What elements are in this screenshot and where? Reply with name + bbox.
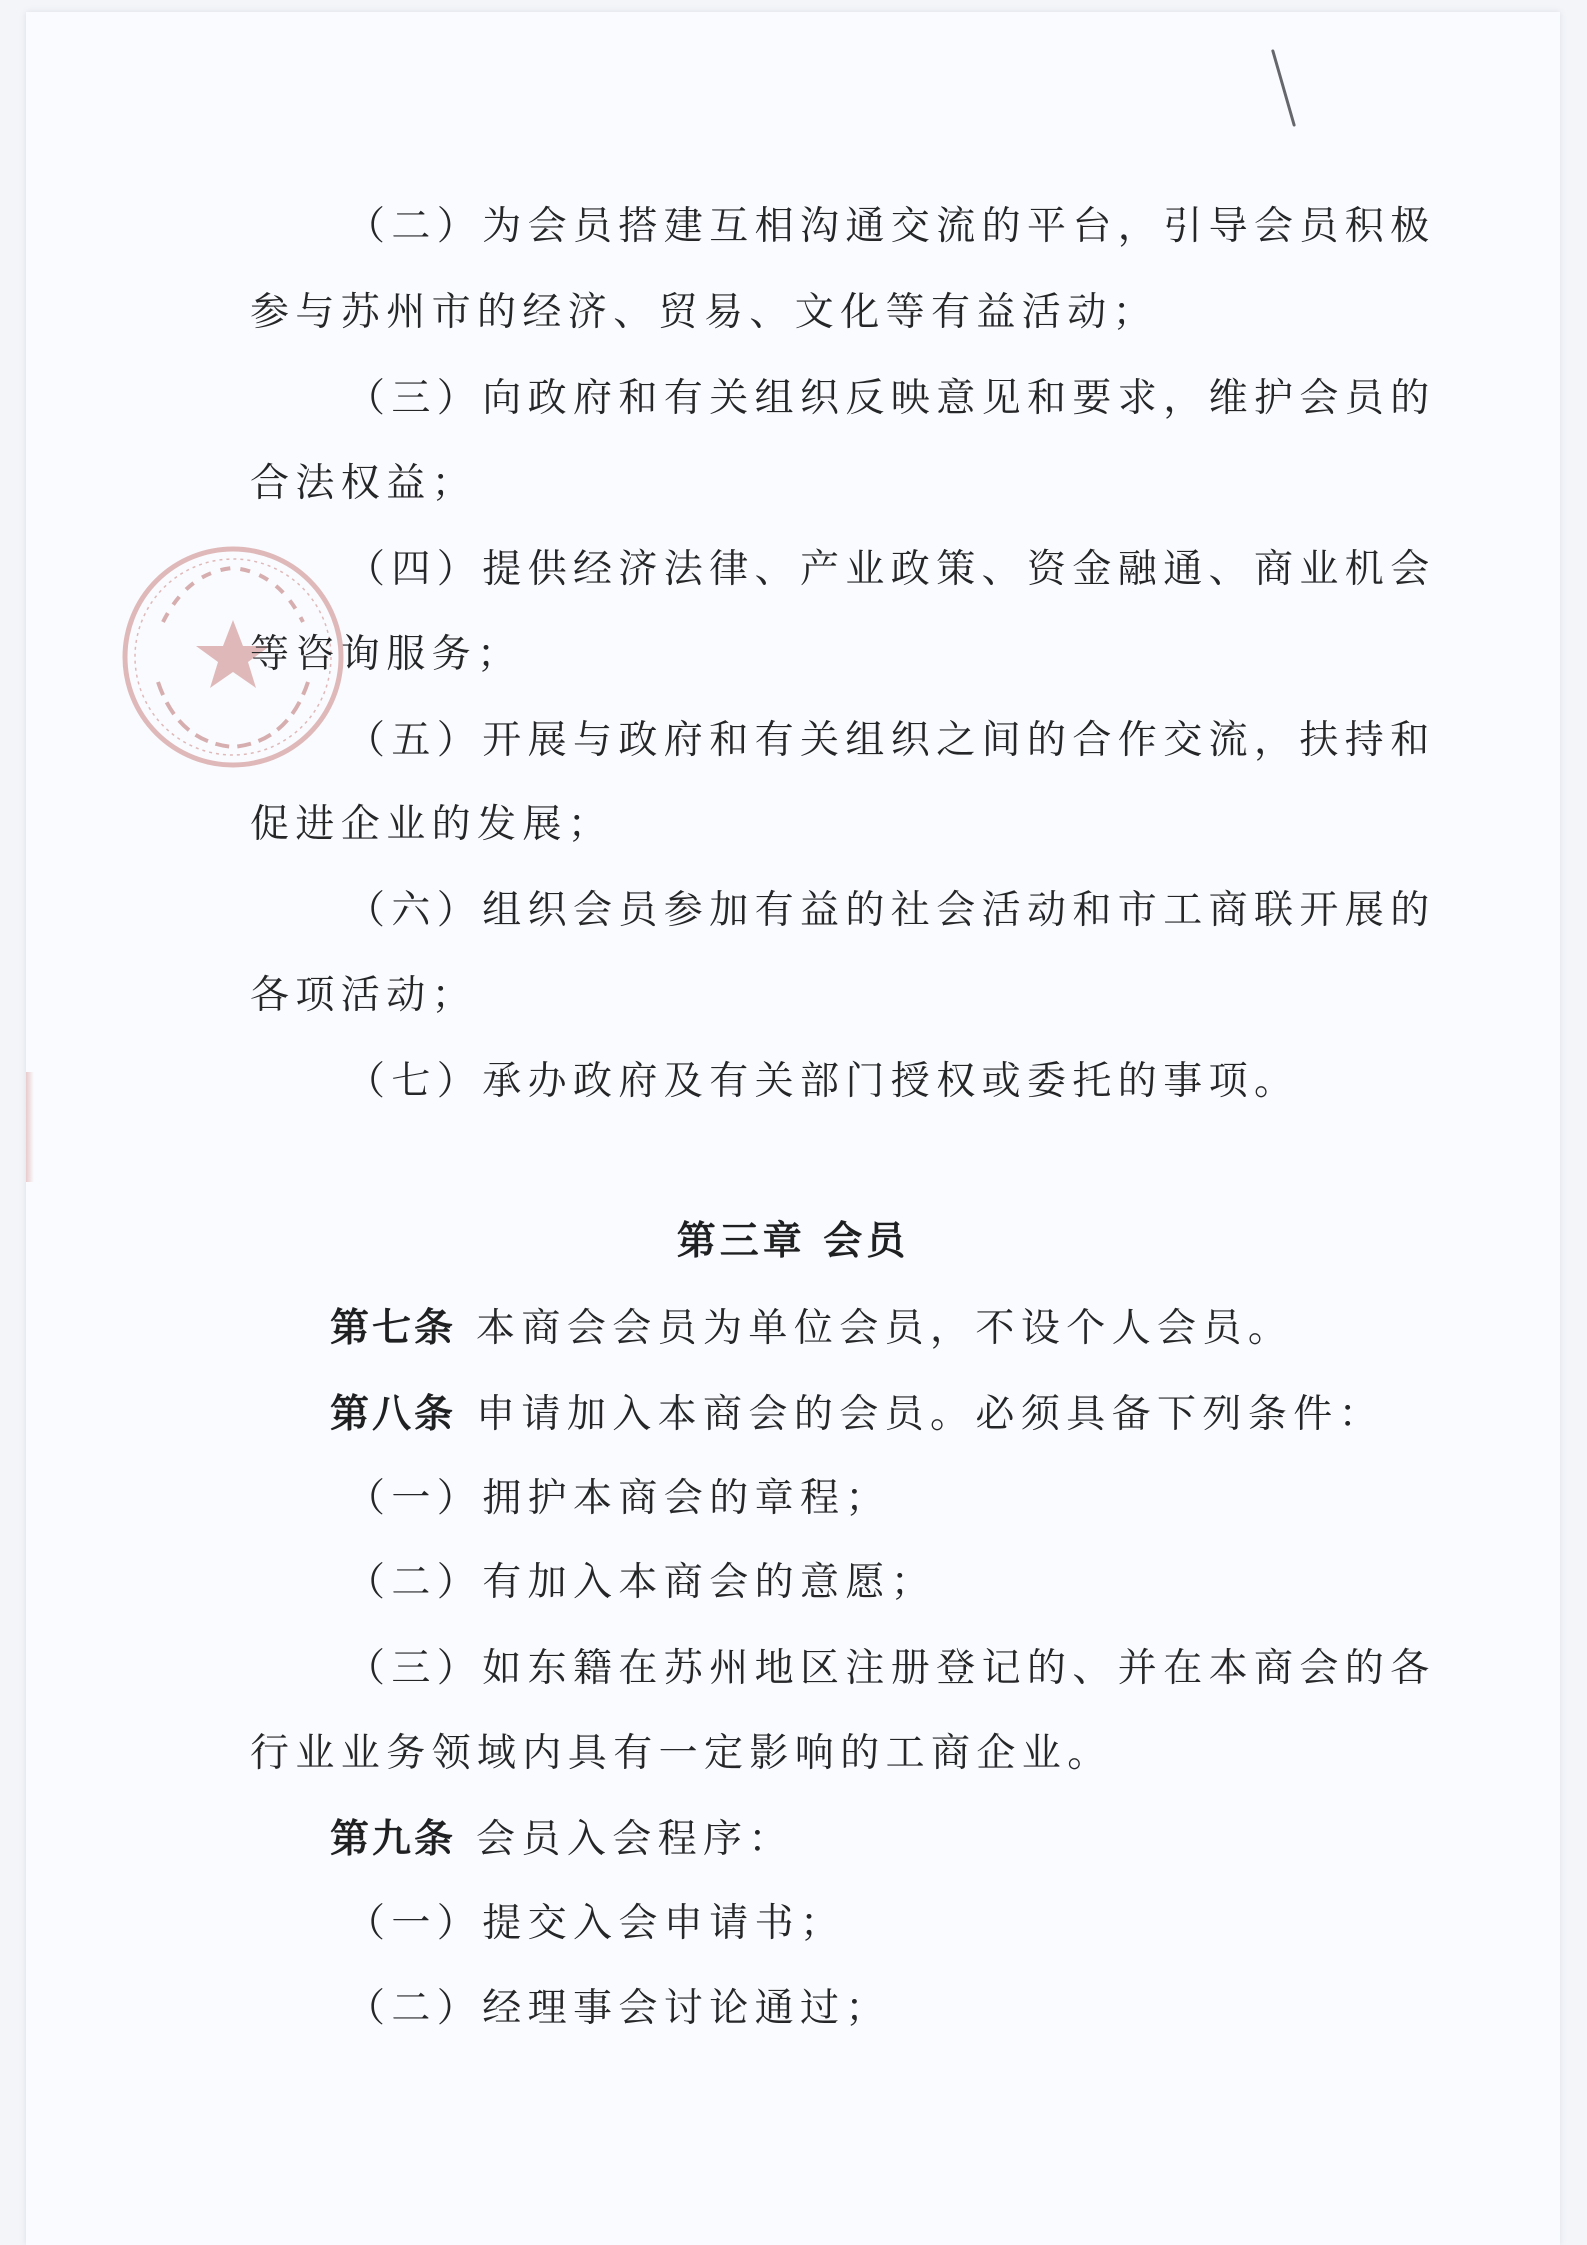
page-edge-stamp-trace (26, 1072, 34, 1182)
chapter-heading: 第三章 会员 (676, 1219, 910, 1264)
article-text: 申请加入本商会的会员。必须具备下列条件： (476, 1392, 1385, 1437)
article-item: （二）有加入本商会的意愿； (346, 1560, 937, 1605)
article-nine (330, 1815, 794, 1865)
paragraph-line: （五）开展与政府和有关组织之间的合作交流，扶持和 (346, 718, 1436, 763)
article-label: 第七条 (330, 1306, 457, 1351)
article-text: 会员入会程序： (476, 1817, 794, 1862)
paragraph-line: （二）为会员搭建互相沟通交流的平台，引导会员积极 (346, 204, 1436, 249)
article-item: （二）经理事会讨论通过； (346, 1986, 891, 2031)
document-page (26, 12, 1560, 2245)
article-seven (330, 1304, 1293, 1354)
paragraph-line: 促进企业的发展； (250, 802, 614, 847)
article-item: （一）提交入会申请书； (346, 1901, 846, 1946)
article-item: （三）如东籍在苏州地区注册登记的、并在本商会的各 (346, 1646, 1436, 1691)
article-item-continued: 行业业务领域内具有一定影响的工商企业。 (250, 1731, 1113, 1776)
paragraph-line: （七）承办政府及有关部门授权或委托的事项。 (346, 1059, 1300, 1104)
paragraph-line: （三）向政府和有关组织反映意见和要求，维护会员的 (346, 376, 1436, 421)
article-text: 本商会会员为单位会员，不设个人会员。 (476, 1306, 1294, 1351)
paragraph-line: （四）提供经济法律、产业政策、资金融通、商业机会 (346, 547, 1436, 592)
article-eight (330, 1390, 1384, 1440)
paragraph-line: 等咨询服务； (250, 632, 523, 677)
article-label: 第九条 (330, 1817, 457, 1862)
article-label: 第八条 (330, 1392, 457, 1437)
paragraph-line: 参与苏州市的经济、贸易、文化等有益活动； (250, 290, 1159, 335)
article-item: （一）拥护本商会的章程； (346, 1476, 891, 1521)
paragraph-line: 各项活动； (250, 973, 478, 1018)
paragraph-line: （六）组织会员参加有益的社会活动和市工商联开展的 (346, 888, 1436, 933)
pen-mark (1271, 49, 1296, 127)
paragraph-line: 合法权益； (250, 461, 478, 506)
